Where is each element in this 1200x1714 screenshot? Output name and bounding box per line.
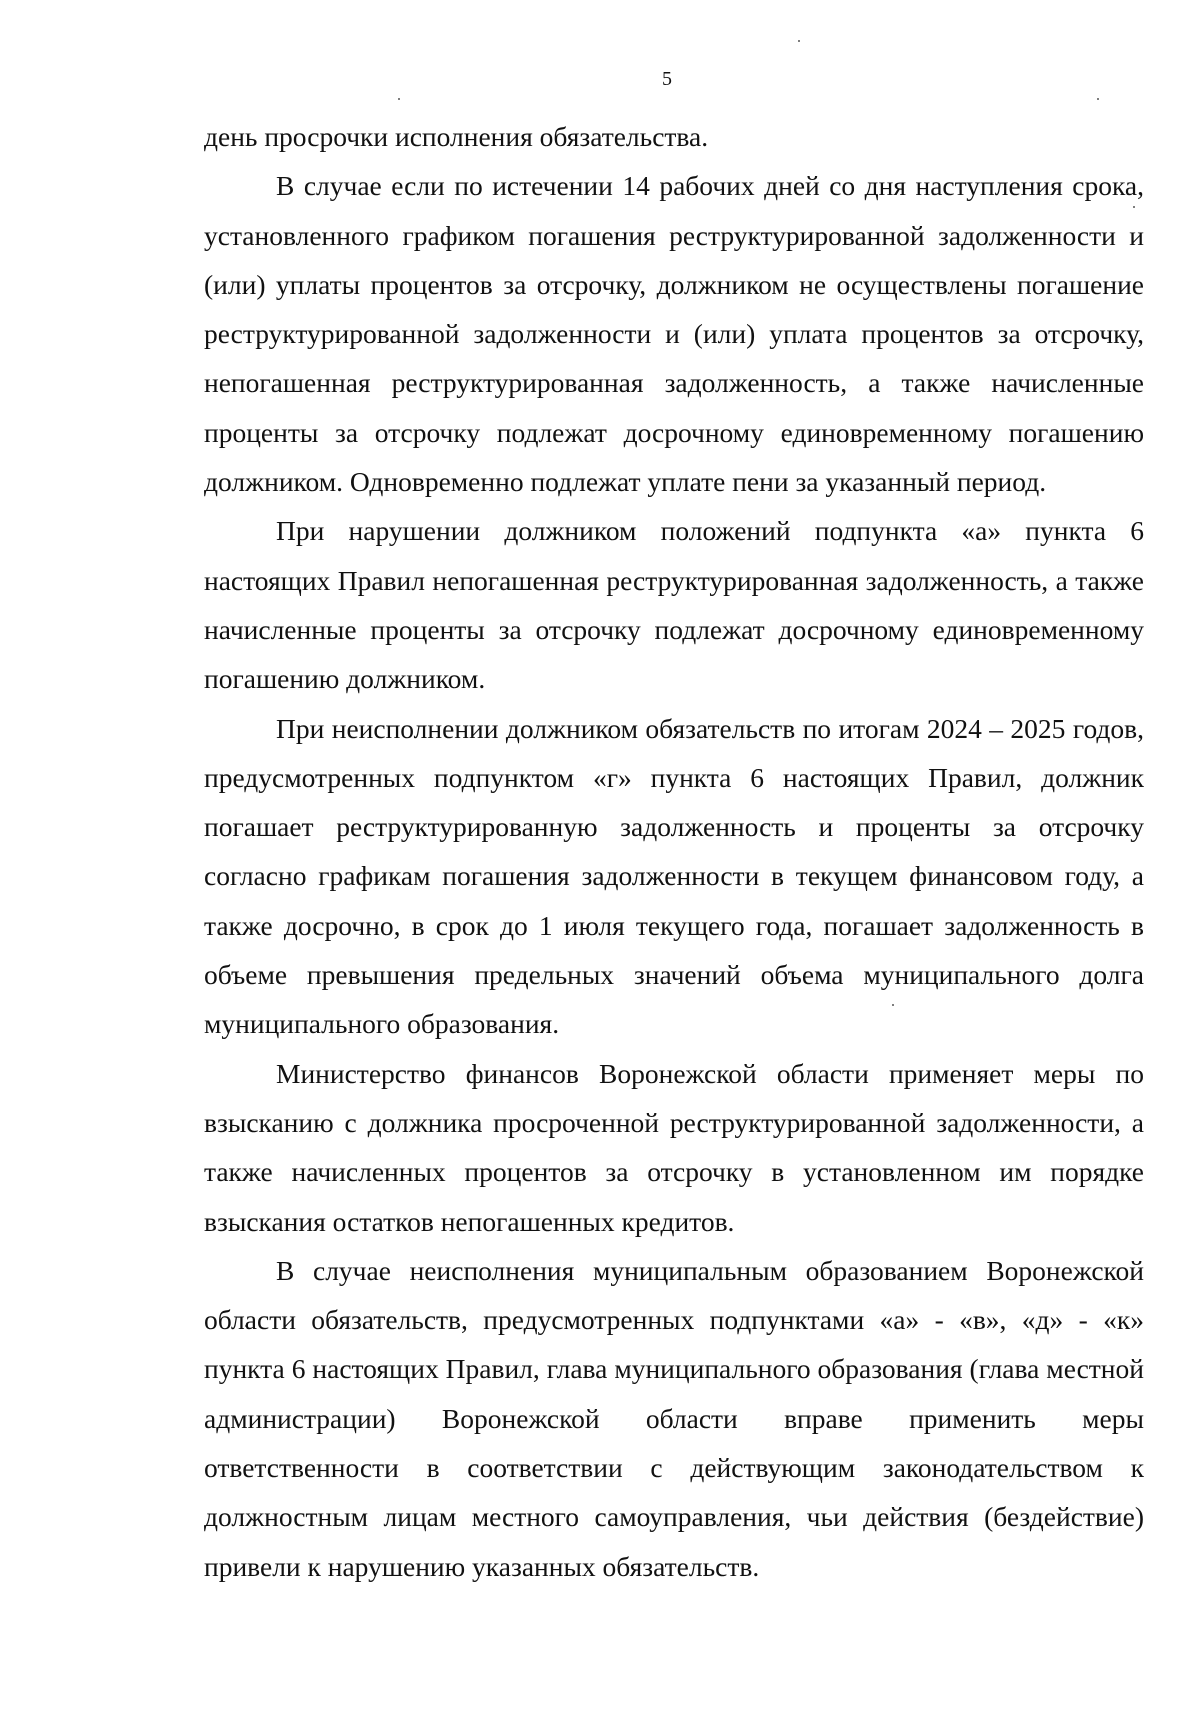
paragraph-continuation: день просрочки исполнения обязательства. — [204, 121, 709, 152]
paragraph: В случае если по истечении 14 рабочих дней со дня наступления срока, установленного графиком погашения реструктурированной задолженности и (или) уплаты процентов за отсрочку, должником не осуществлены погашение реструктурированной задолженности и (или) уплата процентов за отсрочку, непогашенная реструктурированная задолженность, а также начисленные проценты за отсрочку подлежат досрочному единовременному погашению должником. Одновременно подлежат уплате пени за указанный период. — [204, 170, 1144, 498]
document-body — [204, 112, 1144, 1591]
paragraph: При нарушении должником положений подпункта «а» пункта 6 настоящих Правил непогашенная реструктурированная задолженность, а также начисленные проценты за отсрочку подлежат досрочному единовременному погашению должником. — [204, 515, 1144, 695]
paragraph: В случае неисполнения муниципальным образованием Воронежской области обязательств, предусмотренных подпунктами «а» - «в», «д» - «к» пункта 6 настоящих Правил, глава муниципального образования (глава местной администрации) Воронежской области вправе применить меры ответственности в соответствии с действующим законодательством к должностным лицам местного самоуправления, чьи действия (бездействие) привели к нарушению указанных обязательств. — [204, 1254, 1144, 1582]
scan-speck — [1097, 98, 1099, 100]
page-number: 5 — [662, 68, 672, 90]
paragraph: Министерство финансов Воронежской области применяет меры по взысканию с должника просроченной реструктурированной задолженности, а также начисленных процентов за отсрочку в установленном им порядке взыскания остатков непогашенных кредитов. — [204, 1057, 1144, 1237]
scan-speck — [398, 98, 400, 100]
paragraph: При неисполнении должником обязательств по итогам 2024 – 2025 годов, предусмотренных подпунктом «г» пункта 6 настоящих Правил, должник погашает реструктурированную задолженность и проценты за отсрочку согласно графикам погашения задолженности в текущем финансовом году, а также досрочно, в срок до 1 июля текущего года, погашает задолженность в объеме превышения предельных значений объема муниципального долга муниципального образования. — [204, 712, 1144, 1040]
scan-speck — [798, 40, 800, 42]
